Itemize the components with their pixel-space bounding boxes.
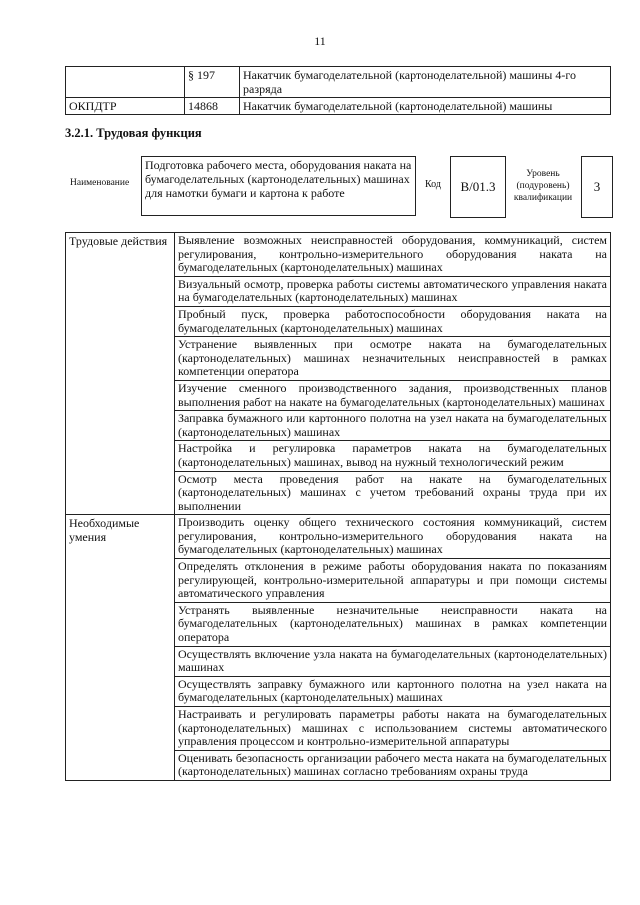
skill-item: Оценивать безопасность организации рабочего места наката на бумагоделательных (картоноделательных) машинах согласно требованиям охраны труда xyxy=(175,750,611,780)
qualification-level: 3 xyxy=(581,156,613,218)
function-code-label: Код xyxy=(425,179,441,190)
function-code: В/01.3 xyxy=(450,156,506,218)
action-item: Выявление возможных неисправностей оборудования, коммуникаций, систем регулирования, контрольно-измерительного оборудования наката на бумагоделательных (картоноделательных) машинах xyxy=(175,233,611,277)
action-item: Осмотр места проведения работ на накате на бумагоделательных (картоноделательных) машинах с учетом требований охраны труда при их выполнении xyxy=(175,471,611,515)
action-item: Устранение выявленных при осмотре наката на бумагоделательных (картоноделательных) машинах незначительных неисправностей в рамках компетенции оператора xyxy=(175,337,611,381)
code-cell: 14868 xyxy=(185,98,240,115)
skill-item: Осуществлять включение узла наката на бумагоделательных (картоноделательных) машинах xyxy=(175,646,611,676)
page-number: 11 xyxy=(314,34,326,48)
skills-category-label: Необходимые умения xyxy=(66,515,175,781)
description-cell: Накатчик бумагоделательной (картоноделательной) машины xyxy=(240,98,611,115)
table-row xyxy=(66,233,611,277)
code-type-cell: ОКПДТР xyxy=(66,98,185,115)
occupation-codes-table xyxy=(65,66,611,115)
table-row xyxy=(66,515,611,559)
action-item: Визуальный осмотр, проверка работы системы автоматического управления наката на бумагоделательных (картоноделательных) машинах xyxy=(175,276,611,306)
skill-item: Настраивать и регулировать параметры работы наката на бумагоделательных (картоноделательных) машинах с использованием системы автоматического управления процессом и контрольно-измерительной аппаратуры xyxy=(175,707,611,751)
action-item: Пробный пуск, проверка работоспособности оборудования наката на бумагоделательных (картоноделательных) машинах xyxy=(175,306,611,336)
section-heading: 3.2.1. Трудовая функция xyxy=(65,126,202,140)
actions-category-label: Трудовые действия xyxy=(66,233,175,515)
description-cell: Накатчик бумагоделательной (картоноделательной) машины 4-го разряда xyxy=(240,67,611,98)
qualification-level-label: Уровень (подуровень) квалификации xyxy=(513,169,573,203)
skill-item: Устранять выявленные незначительные неисправности наката на бумагоделательных (картоноделательных) машинах в рамках компетенции оператора xyxy=(175,602,611,646)
labor-function-table xyxy=(65,232,611,781)
code-cell: § 197 xyxy=(185,67,240,98)
code-type-cell xyxy=(66,67,185,98)
table-row xyxy=(66,67,611,98)
skill-item: Производить оценку общего технического состояния коммуникаций, систем регулирования, контрольно-измерительного оборудования наката на бумагоделательных (картоноделательных) машинах xyxy=(175,515,611,559)
function-name: Подготовка рабочего места, оборудования наката на бумагоделательных (картоноделательных) машинах для намотки бумаги и картона к работе xyxy=(141,156,416,216)
function-name-label: Наименование xyxy=(70,178,130,188)
table-row xyxy=(66,98,611,115)
skill-item: Осуществлять заправку бумажного или картонного полотна на узел наката на бумагоделательных (картоноделательных) машинах xyxy=(175,676,611,706)
action-item: Настройка и регулировка параметров наката на бумагоделательных (картоноделательных) машинах, вывод на нужный технологический режим xyxy=(175,441,611,471)
skill-item: Определять отклонения в режиме работы оборудования наката по показаниям регулирующей, контрольно-измерительной аппаратуры и при помощи системы автоматического управления xyxy=(175,559,611,603)
action-item: Заправка бумажного или картонного полотна на узел наката на бумагоделательных (картоноделательных) машинах xyxy=(175,411,611,441)
action-item: Изучение сменного производственного задания, производственных планов выполнения работ на накате на бумагоделательных (картоноделательных) машинах xyxy=(175,380,611,410)
